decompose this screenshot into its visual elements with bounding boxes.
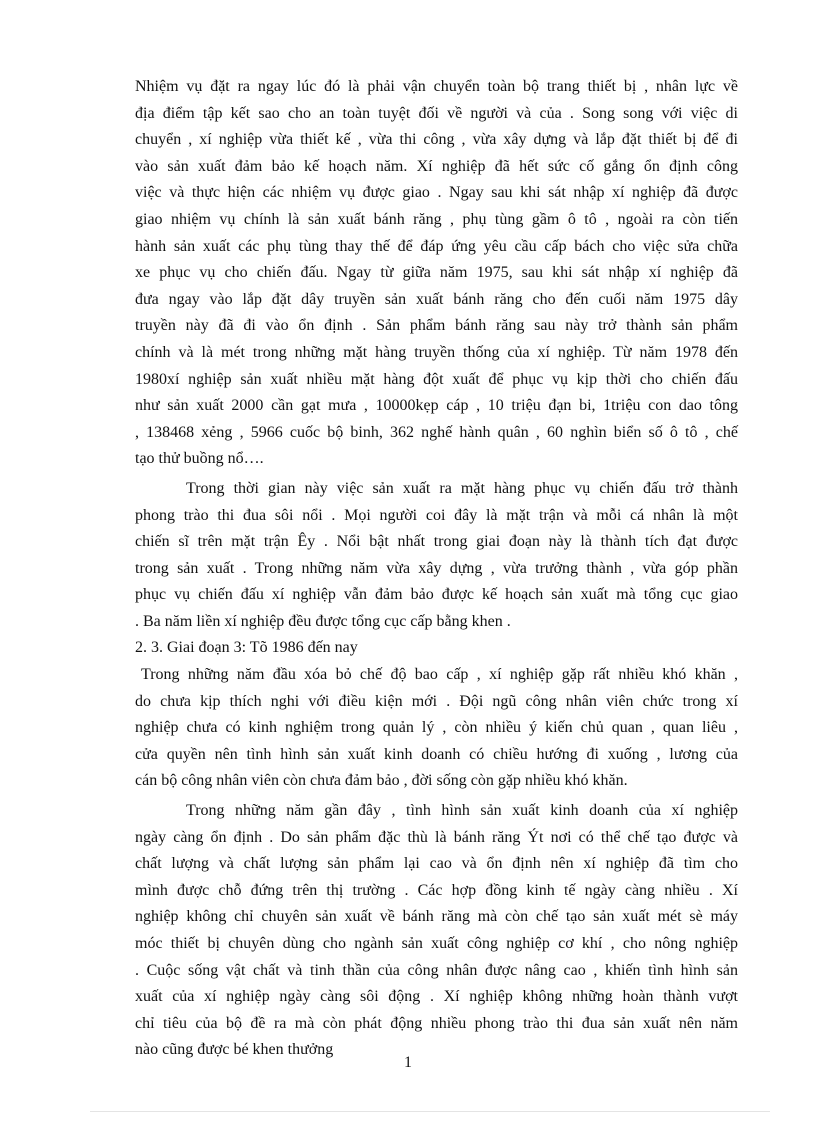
text-line: Trong những năm đầu xóa bỏ chế độ bao cấp , xí nghiệp gặp rất nhiều khó khăn , [141,666,738,684]
text-line: . Cuộc sống vật chất và tinh thần của công nhân được nâng cao , khiến tình hình sản [135,961,738,979]
text-line: mình được chỗ đứng trên thị trường . Các hợp đồng kinh tế ngày càng nhiều . Xí [135,881,738,899]
text-line: hành sản xuất các phụ tùng thay thế để đáp ứng yêu cầu cấp bách cho việc sửa chữa [135,237,738,255]
text-line: Nhiệm vụ đặt ra ngay lúc đó là phải vận chuyển toàn bộ trang thiết bị , nhân lực về [135,78,738,95]
text-line: chuyển , xí nghiệp vừa thiết kế , vừa thi công , vừa xây dựng và lắp đặt thiết bị để đi [135,131,738,149]
paragraph-4 [135,798,738,1064]
text-line: xuất của xí nghiệp ngày càng sôi động . Xí nghiệp không những hoàn thành vượt [135,988,738,1006]
text-line: nào cũng được bé khen thưởng [135,1041,334,1059]
text-line: phục vụ chiến đấu xí nghiệp vẫn đảm bảo được kế hoạch sản xuất mà tổng cục giao [135,586,738,604]
text-line: phong trào thi đua sôi nổi . Mọi người coi đây là mặt trận và mỗi cá nhân là một [135,506,738,524]
section-heading: 2. 3. Giai đoạn 3: Tõ 1986 đến nay [135,639,358,657]
text-line: vào sản xuất đảm bảo kế hoạch năm. Xí nghiệp đã hết sức cố gắng ổn định công [135,157,738,175]
text-line: Trong những năm gần đây , tình hình sản xuất kinh doanh của xí nghiệp [186,802,738,820]
text-line: giao nhiệm vụ chính là sản xuất bánh răng , phụ tùng gầm ô tô , ngoài ra còn tiến [135,210,738,228]
text-line: móc thiết bị chuyên dùng cho ngành sản xuất công nghiệp cơ khí , cho nông nghiệp [135,935,738,952]
text-line: nghiệp chưa có kinh nghiệm trong quản lý , còn nhiều ý kiến chủ quan , quan liêu , [135,719,738,737]
text-line: việc và thực hiện các nhiệm vụ được giao . Ngay sau khi sát nhập xí nghiệp đã được [135,184,738,202]
text-line: ngày càng ổn định . Do sản phẩm đặc thù là bánh răng Ýt nơi có thể chế tạo được và [135,828,738,846]
text-line: , 138468 xẻng , 5966 cuốc bộ binh, 362 nghế hành quân , 60 nghìn biển số ô tô , chế [135,423,738,441]
text-line: chiến sĩ trên mặt trận Êy . Nổi bật nhất trong giai đoạn này là thành tích đạt được [135,533,738,551]
text-line: chất lượng và chất lượng sản phẩm lại cao và ổn định nên xí nghiệp đã tìm cho [135,855,738,873]
text-line: xe phục vụ cho chiến đấu. Ngay từ giữa năm 1975, sau khi sát nhập xí nghiệp đã [135,264,738,282]
paragraph-2 [135,476,738,636]
text-line: chính và là mét trong những mặt hàng truyền thống của xí nghiệp. Từ năm 1978 đến [135,343,738,361]
paragraph-3 [135,662,738,795]
text-line: truyền này đã đi vào ổn định . Sản phẩm bánh răng sau này trở thành sản phẩm [135,317,738,335]
text-line: nghiệp không chỉ chuyên sản xuất về bánh răng mà còn chế tạo sản xuất mét sè máy [135,908,738,926]
text-line: địa điểm tập kết sao cho an toàn tuyệt đối về người và của . Song song với việc di [135,104,738,122]
document-body [135,74,738,1064]
page-bottom-divider [90,1111,770,1112]
paragraph-1 [135,74,738,473]
text-line: . Ba năm liền xí nghiệp đều được tổng cục cấp bằng khen . [135,612,511,630]
text-line: chỉ tiêu của bộ đề ra mà còn phát động nhiều phong trào thi đua sản xuất nên năm [135,1014,738,1032]
text-line: như sản xuất 2000 cần gạt mưa , 10000kẹp cáp , 10 triệu đạn bi, 1triệu con dao tông [135,397,738,415]
text-line: tạo thử buồng nổ…. [135,450,264,468]
text-line: Trong thời gian này việc sản xuất ra mặt hàng phục vụ chiến đấu trở thành [186,479,738,497]
text-line: đưa ngay vào lắp đặt dây truyền sản xuất bánh răng cho đến cuối năm 1975 dây [135,290,738,308]
page-number: 1 [404,1054,412,1071]
text-line: cán bộ công nhân viên còn chưa đảm bảo , đời sống còn gặp nhiều khó khăn. [135,772,628,790]
text-line: do chưa kịp thích nghi với điều kiện mới . Đội ngũ công nhân viên chức trong xí [135,692,738,710]
text-line: cửa quyền nên tình hình sản xuất kinh doanh có chiều hướng đi xuống , lương của [135,745,738,763]
text-line: 1980xí nghiệp sản xuất nhiều mặt hàng đột xuất để phục vụ kịp thời cho chiến đấu [135,370,738,388]
text-line: trong sản xuất . Trong những năm vừa xây dựng , vừa trưởng thành , vừa góp phần [135,559,738,577]
